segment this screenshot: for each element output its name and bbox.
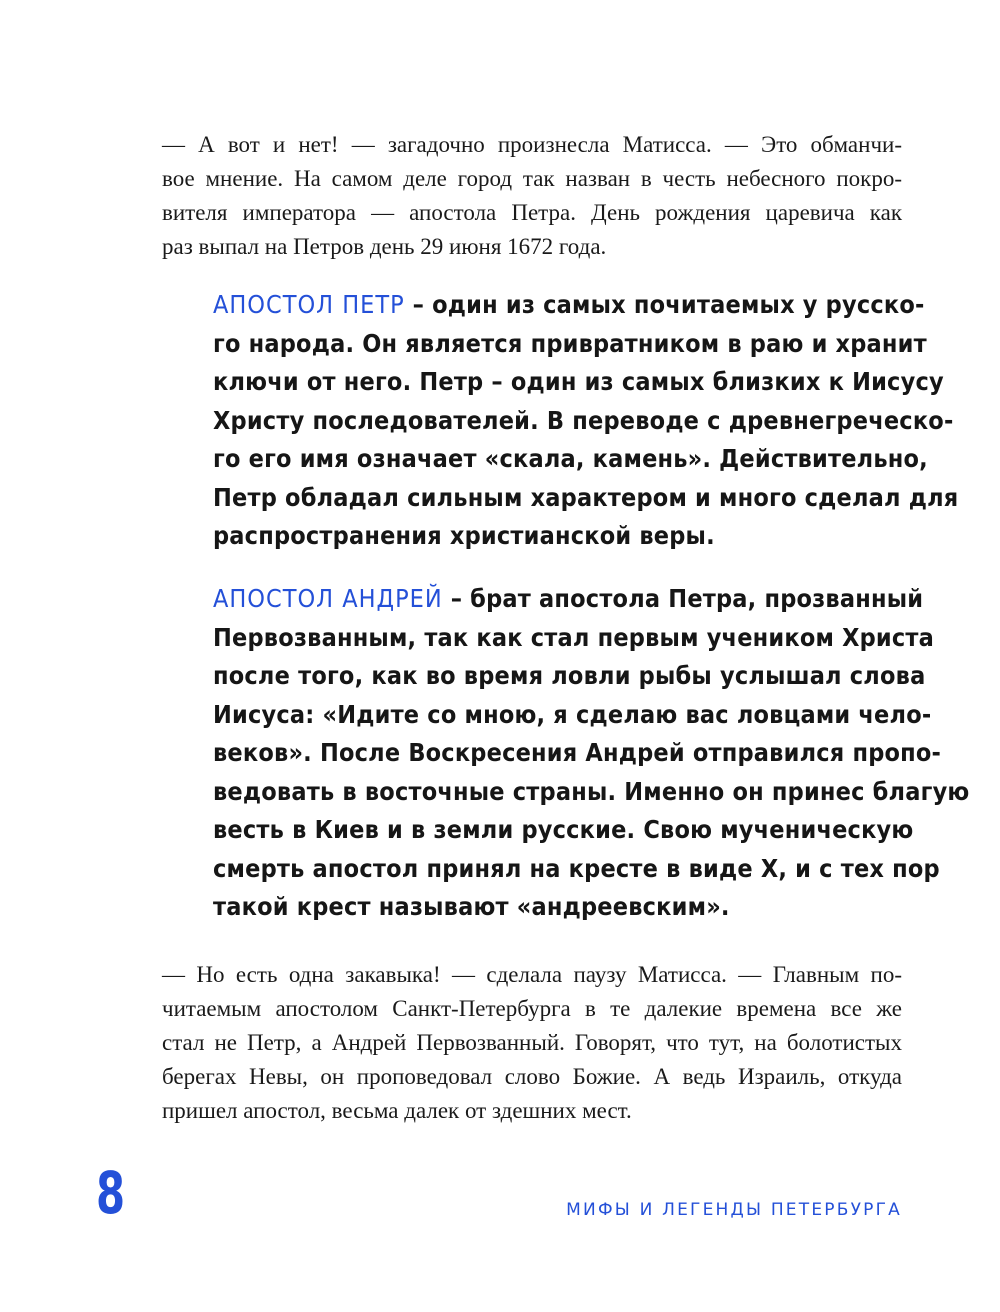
note-line: смерть апостол принял на кресте в виде Х, и с тех пор bbox=[213, 853, 940, 883]
note-line: Иисуса: «Идите со мною, я сделаю вас ловцами чело- bbox=[213, 699, 932, 729]
paragraph-line: — Но есть одна закавыка! — сделала паузу Матисса. — Главным по- bbox=[162, 962, 902, 987]
note-term-andrew: АПОСТОЛ АНДРЕЙ bbox=[213, 584, 443, 613]
paragraph-closing bbox=[162, 958, 902, 1128]
note-line: распространения христианской веры. bbox=[213, 521, 715, 550]
note-apostle-andrew bbox=[213, 580, 970, 927]
note-line: ключи от него. Петр – один из самых близких к Иисусу bbox=[213, 367, 944, 396]
paragraph-line: пришел апостол, весьма далек от здешних мест. bbox=[162, 1098, 632, 1123]
note-line: Петр обладал сильным характером и много сделал для bbox=[213, 482, 959, 512]
note-line: после того, как во время ловли рыбы услышал слова bbox=[213, 661, 926, 690]
paragraph-line: раз выпал на Петров день 29 июня 1672 года. bbox=[162, 234, 607, 259]
paragraph-line: стал не Петр, а Андрей Первозванный. Говорят, что тут, на болотистых bbox=[162, 1030, 902, 1055]
note-term-peter: АПОСТОЛ ПЕТР bbox=[213, 290, 405, 319]
paragraph-line: вителя императора — апостола Петра. День рождения царевича как bbox=[162, 200, 902, 225]
note-line: весть в Киев и в земли русские. Свою мученическую bbox=[213, 815, 914, 844]
note-line: веков». После Воскресения Андрей отправился пропо- bbox=[213, 738, 942, 767]
note-line: ведовать в восточные страны. Именно он принес благую bbox=[213, 776, 970, 806]
note-apostle-peter bbox=[213, 286, 959, 556]
note-line-text: – один из самых почитаемых у русско- bbox=[404, 290, 925, 319]
paragraph-line: берегах Невы, он проповедовал слово Божие. А ведь Израиль, откуда bbox=[162, 1064, 902, 1089]
paragraph-line: читаемым апостолом Санкт-Петербурга в те далекие времена все же bbox=[162, 996, 902, 1021]
running-title: МИФЫ И ЛЕГЕНДЫ ПЕТЕРБУРГА bbox=[566, 1200, 902, 1220]
note-line: Христу последователей. В переводе с древнегреческо- bbox=[213, 405, 954, 435]
note-line: такой крест называют «андреевским». bbox=[213, 892, 730, 921]
note-line: го его имя означает «скала, камень». Действительно, bbox=[213, 444, 928, 473]
note-line: го народа. Он является привратником в раю и хранит bbox=[213, 328, 927, 358]
note-line-text: – брат апостола Петра, прозванный bbox=[442, 584, 924, 613]
note-line: Первозванным, так как стал первым учеником Христа bbox=[213, 622, 935, 652]
paragraph-line: — А вот и нет! — загадочно произнесла Матисса. — Это обманчи- bbox=[162, 132, 902, 157]
page-number: 8 bbox=[96, 1159, 126, 1227]
note-line bbox=[213, 286, 925, 325]
note-line bbox=[213, 580, 924, 619]
paragraph-intro bbox=[162, 128, 902, 264]
paragraph-line: вое мнение. На самом деле город так назван в честь небесного покро- bbox=[162, 166, 902, 191]
